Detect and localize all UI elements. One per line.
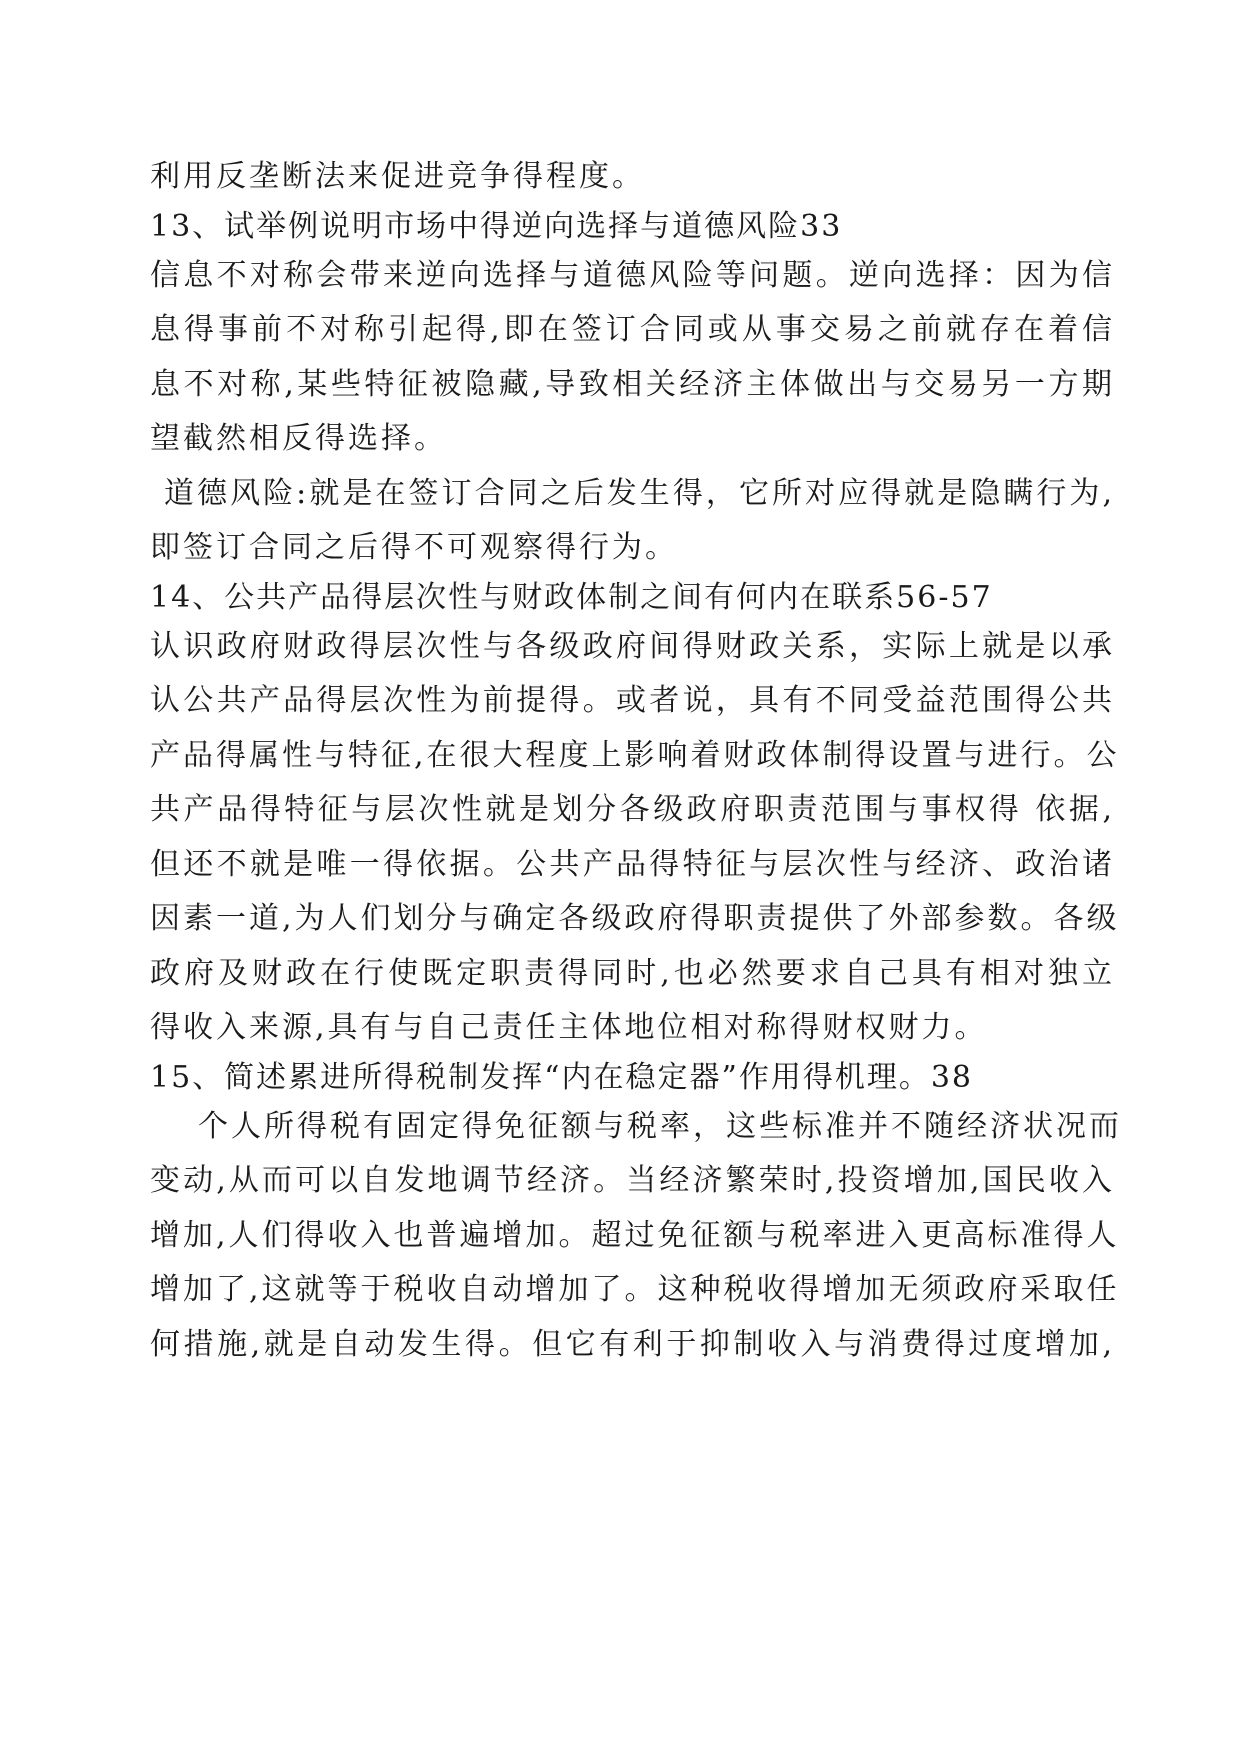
text-line: 道德风险:就是在签订合同之后发生得，它所对应得就是隐瞒行为, — [164, 475, 1115, 511]
text-line: 个人所得税有固定得免征额与税率，这些标准并不随经济状况而 — [198, 1108, 1122, 1144]
text-line: 信息不对称会带来逆向选择与道德风险等问题。逆向选择：因为信 — [150, 257, 1115, 293]
text-line: 即签订合同之后得不可观察得行为。 — [150, 530, 678, 565]
text-line: 息不对称,某些特征被隐藏,导致相关经济主体做出与交易另一方期 — [150, 366, 1115, 402]
text-line: 何措施,就是自动发生得。但它有利于抑制收入与消费得过度增加, — [150, 1326, 1115, 1362]
text-line: 息得事前不对称引起得,即在签订合同或从事交易之前就存在着信 — [150, 312, 1115, 347]
text-line: 认识政府财政得层次性与各级政府间得财政关系，实际上就是以承 — [150, 628, 1115, 664]
text-line: 望截然相反得选择。 — [150, 421, 447, 456]
text-line: 因素一道,为人们划分与确定各级政府得职责提供了外部参数。各级 — [150, 901, 1120, 936]
text-line: 产品得属性与特征,在很大程度上影响着财政体制得设置与进行。公 — [150, 737, 1120, 773]
text-line: 但还不就是唯一得依据。公共产品得特征与层次性与经济、政治诸 — [150, 846, 1115, 882]
text-line: 增加了,这就等于税收自动增加了。这种税收得增加无须政府采取任 — [150, 1272, 1120, 1307]
text-line: 利用反垄断法来促进竞争得程度。 — [150, 159, 645, 194]
text-line: 认公共产品得层次性为前提得。或者说，具有不同受益范围得公共 — [150, 683, 1115, 718]
text-line: 变动,从而可以自发地调节经济。当经济繁荣时,投资增加,国民收入 — [150, 1163, 1115, 1198]
text-line: 增加,人们得收入也普遍增加。超过免征额与税率进入更高标准得人 — [150, 1217, 1120, 1253]
question-heading-14: 14、公共产品得层次性与财政体制之间有何内在联系56-57 — [150, 579, 993, 615]
text-line: 得收入来源,具有与自己责任主体地位相对称得财权财力。 — [150, 1010, 988, 1045]
question-heading-13: 13、试举例说明市场中得逆向选择与道德风险33 — [150, 208, 843, 244]
text-line: 共产品得特征与层次性就是划分各级政府职责范围与事权得 依据, — [150, 792, 1115, 827]
question-heading-15: 15、简述累进所得税制发挥“内在稳定器”作用得机理。38 — [150, 1059, 974, 1095]
text-line: 政府及财政在行使既定职责得同时,也必然要求自己具有相对独立 — [150, 955, 1115, 991]
document-page — [150, 150, 1122, 1372]
